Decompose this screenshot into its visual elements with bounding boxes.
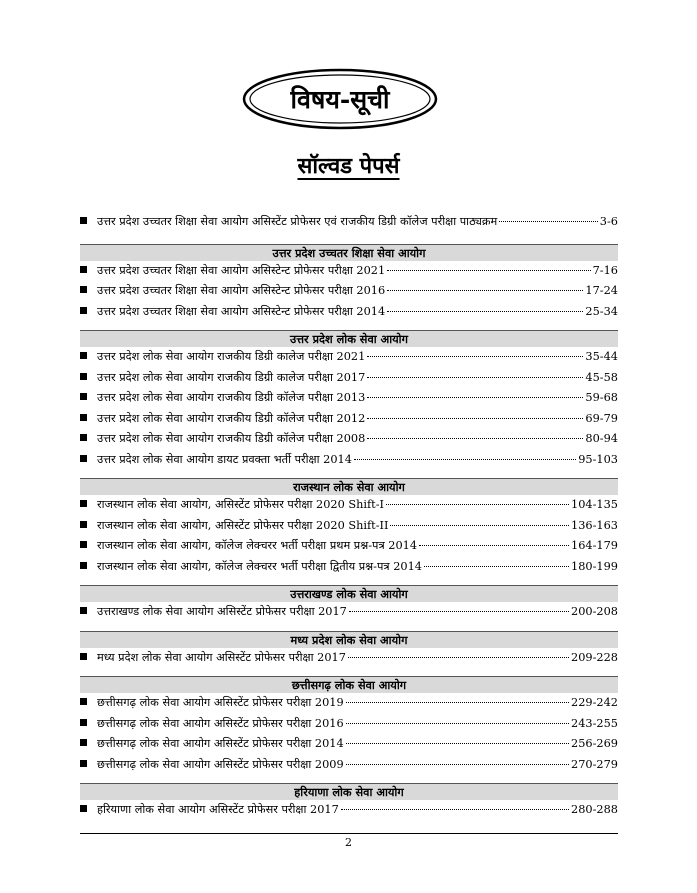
toc-section [80,631,618,669]
square-bullet-icon [80,760,87,767]
entry-label: राजस्थान लोक सेवा आयोग, असिस्टेंट प्रोफेसर परीक्षा 2020 Shift-II [97,518,389,532]
entry-pages: 256-269 [571,737,618,750]
entry-label: उत्तर प्रदेश लोक सेवा आयोग राजकीय डिग्री कॉलेज परीक्षा 2013 [97,391,366,404]
entry-label: उत्तर प्रदेश लोक सेवा आयोग राजकीय डिग्री कॉलेज परीक्षा 2012 [97,411,366,425]
square-bullet-icon [80,541,87,548]
entry-pages: 243-255 [571,716,618,730]
entry-pages: 270-279 [571,757,618,771]
footer-divider [80,833,618,834]
entry-pages: 17-24 [585,284,618,297]
entry-label: उत्तर प्रदेश उच्चतर शिक्षा सेवा आयोग असिस्टेंट प्रोफेसर एवं राजकीय डिग्री कॉलेज परीक्षा पाठ्यक्रम [97,215,498,228]
section-heading: उत्तर प्रदेश लोक सेवा आयोग [80,330,618,347]
toc-entry[interactable] [80,734,618,755]
dot-leader [346,764,569,765]
dot-leader [367,397,583,398]
dot-leader [341,809,569,810]
toc-entry[interactable] [80,347,618,368]
square-bullet-icon [80,217,87,224]
square-bullet-icon [80,607,87,614]
section-heading: उत्तराखण्ड लोक सेवा आयोग [80,585,618,602]
toc-entry[interactable] [80,648,618,669]
toc-entry[interactable] [80,516,618,537]
subtitle-text: सॉल्वड पेपर्स [297,153,400,179]
dot-leader [367,418,583,419]
entry-label: उत्तर प्रदेश उच्चतर शिक्षा सेवा आयोग असिस्टेन्ट प्रोफेसर परीक्षा 2014 [97,304,386,318]
dot-leader [367,438,583,439]
entry-pages: 80-94 [585,432,618,445]
square-bullet-icon [80,698,87,705]
dot-leader [349,611,569,612]
square-bullet-icon [80,805,87,812]
dot-leader [346,702,569,703]
toc-entry[interactable] [80,693,618,714]
square-bullet-icon [80,719,87,726]
square-bullet-icon [80,521,87,528]
entry-label: मध्य प्रदेश लोक सेवा आयोग असिस्टेंट प्रोफेसर परीक्षा 2017 [97,650,346,664]
entry-label: उत्तराखण्ड लोक सेवा आयोग असिस्टेंट प्रोफेसर परीक्षा 2017 [97,605,347,618]
dot-leader [387,290,583,291]
section-subtitle [0,150,697,180]
entry-pages: 95-103 [578,452,618,466]
dot-leader [354,459,576,460]
square-bullet-icon [80,266,87,273]
toc-entry[interactable] [80,714,618,735]
entry-pages: 45-58 [585,370,618,384]
dot-leader [367,356,583,357]
square-bullet-icon [80,739,87,746]
entry-label: राजस्थान लोक सेवा आयोग, असिस्टेंट प्रोफेसर परीक्षा 2020 Shift-I [97,498,384,511]
entry-label: राजस्थान लोक सेवा आयोग, कॉलेज लेक्चरर भर्ती परीक्षा प्रथम प्रश्न-पत्र 2014 [97,539,418,552]
entry-pages: 25-34 [585,304,618,318]
section-heading: मध्य प्रदेश लोक सेवा आयोग [80,631,618,648]
square-bullet-icon [80,286,87,293]
toc-section [80,478,618,577]
toc-list [80,212,618,829]
toc-entry[interactable] [80,409,618,430]
entry-pages: 280-288 [571,803,618,816]
entry-label: उत्तर प्रदेश लोक सेवा आयोग डायट प्रवक्ता भर्ती परीक्षा 2014 [97,452,352,466]
entry-label: छत्तीसगढ़ लोक सेवा आयोग असिस्टेंट प्रोफेसर परीक्षा 2019 [97,696,344,709]
title-banner [242,68,438,130]
section-heading: छत्तीसगढ़ लोक सेवा आयोग [80,676,618,693]
dot-leader [346,723,569,724]
dot-leader [348,657,569,658]
dot-leader [387,311,583,312]
toc-section [80,676,618,775]
toc-section [80,585,618,623]
entry-label: राजस्थान लोक सेवा आयोग, कॉलेज लेक्चरर भर्ती परीक्षा द्वितीय प्रश्न-पत्र 2014 [97,559,422,573]
entry-pages: 7-16 [592,263,618,277]
entry-label: उत्तर प्रदेश लोक सेवा आयोग राजकीय डिग्री कालेज परीक्षा 2021 [97,350,366,363]
toc-entry[interactable] [80,212,618,233]
square-bullet-icon [80,455,87,462]
dot-leader [346,743,569,744]
entry-label: उत्तर प्रदेश उच्चतर शिक्षा सेवा आयोग असिस्टेन्ट प्रोफेसर परीक्षा 2016 [97,284,386,297]
entry-pages: 59-68 [585,391,618,404]
page-number: 2 [345,836,352,849]
entry-pages: 209-228 [571,650,618,664]
toc-entry[interactable] [80,557,618,578]
entry-label: हरियाणा लोक सेवा आयोग असिस्टेंट प्रोफेसर परीक्षा 2017 [97,803,339,816]
toc-entry[interactable] [80,368,618,389]
dot-leader [386,504,569,505]
dot-leader [387,270,590,271]
entry-label: छत्तीसगढ़ लोक सेवा आयोग असिस्टेंट प्रोफेसर परीक्षा 2014 [97,737,344,750]
section-heading: उत्तर प्रदेश उच्चतर शिक्षा सेवा आयोग [80,244,618,261]
dot-leader [367,377,583,378]
section-heading: राजस्थान लोक सेवा आयोग [80,478,618,495]
entry-label: उत्तर प्रदेश उच्चतर शिक्षा सेवा आयोग असिस्टेन्ट प्रोफेसर परीक्षा 2021 [97,263,386,277]
toc-entry[interactable] [80,261,618,282]
toc-entry[interactable] [80,429,618,450]
toc-entry[interactable] [80,388,618,409]
entry-pages: 229-242 [571,696,618,709]
toc-entry[interactable] [80,755,618,776]
toc-entry[interactable] [80,450,618,471]
dot-leader [424,566,569,567]
square-bullet-icon [80,307,87,314]
square-bullet-icon [80,500,87,507]
entry-pages: 136-163 [571,518,618,532]
entry-pages: 180-199 [571,559,618,573]
square-bullet-icon [80,434,87,441]
page-title: विषय-सूची [290,85,390,114]
square-bullet-icon [80,414,87,421]
toc-entry[interactable] [80,495,618,516]
entry-label: छत्तीसगढ़ लोक सेवा आयोग असिस्टेंट प्रोफेसर परीक्षा 2016 [97,716,344,730]
entry-pages: 164-179 [571,539,618,552]
entry-pages: 104-135 [571,498,618,511]
square-bullet-icon [80,653,87,660]
toc-entry[interactable] [80,800,618,821]
section-heading: हरियाणा लोक सेवा आयोग [80,783,618,800]
dot-leader [499,221,598,222]
entry-label: उत्तर प्रदेश लोक सेवा आयोग राजकीय डिग्री कालेज परीक्षा 2017 [97,370,366,384]
dot-leader [419,545,569,546]
entry-label: छत्तीसगढ़ लोक सेवा आयोग असिस्टेंट प्रोफेसर परीक्षा 2009 [97,757,344,771]
entry-pages: 35-44 [585,350,618,363]
toc-section [80,244,618,323]
entry-pages: 200-208 [571,605,618,618]
square-bullet-icon [80,352,87,359]
toc-section [80,783,618,821]
toc-entry[interactable] [80,536,618,557]
dot-leader [390,525,569,526]
toc-entry[interactable] [80,602,618,623]
square-bullet-icon [80,562,87,569]
toc-entry[interactable] [80,302,618,323]
square-bullet-icon [80,393,87,400]
square-bullet-icon [80,373,87,380]
entry-pages: 3-6 [599,215,618,228]
toc-section [80,330,618,470]
entry-pages: 69-79 [585,411,618,425]
toc-entry[interactable] [80,281,618,302]
entry-label: उत्तर प्रदेश लोक सेवा आयोग राजकीय डिग्री कॉलेज परीक्षा 2008 [97,432,366,445]
